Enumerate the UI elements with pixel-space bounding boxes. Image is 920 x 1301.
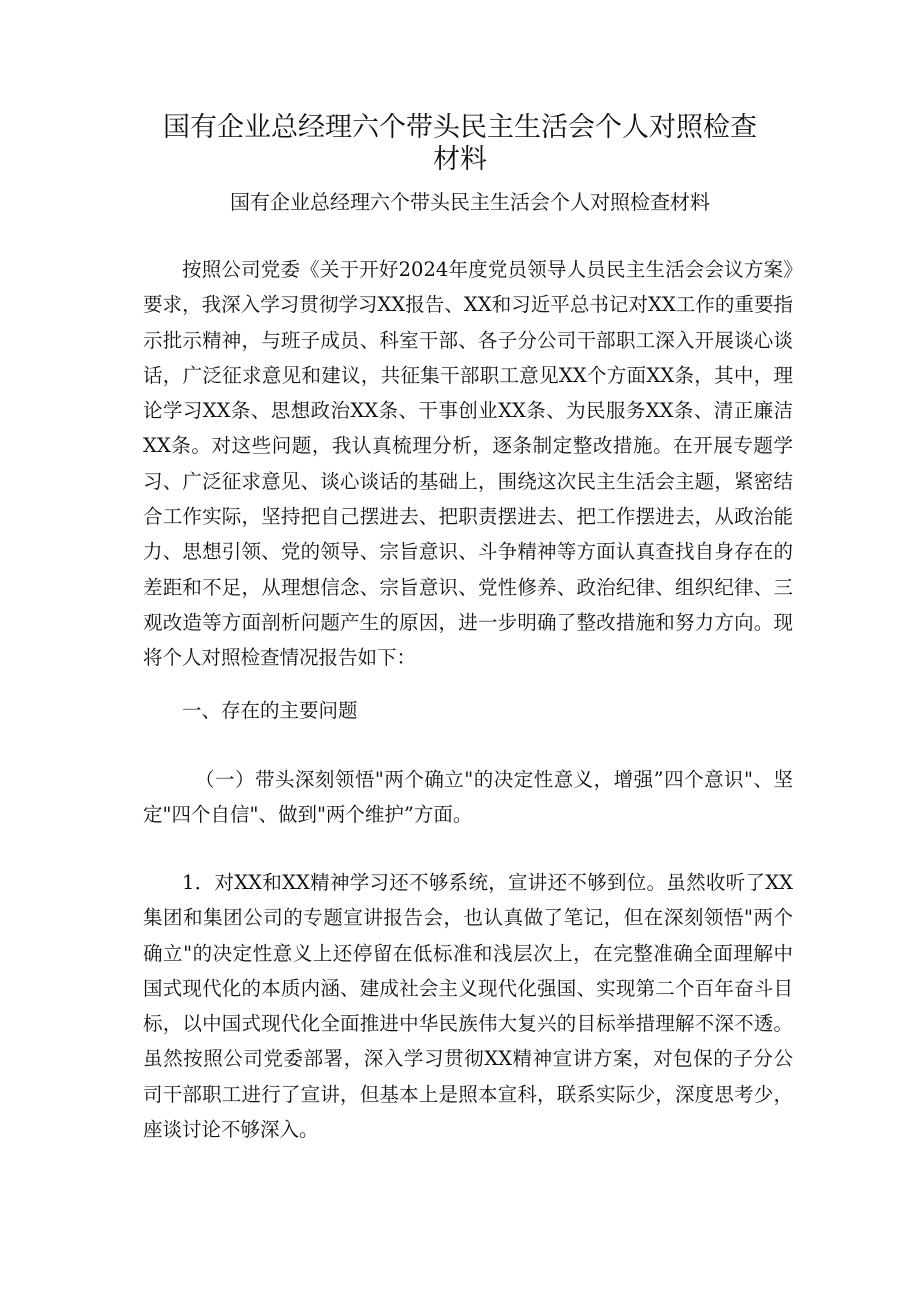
document-title: 国有企业总经理六个带头民主生活会个人对照检查材料 bbox=[163, 112, 757, 175]
subsection-heading: （一）带头深刻领悟"两个确立"的决定性意义，增强”四个意识"、坚定"四个自信"、做到"两个维护”方面。 bbox=[143, 768, 793, 827]
item-paragraph: 1．对XX和XX精神学习还不够系统，宣讲还不够到位。虽然收听了XX集团和集团公司的专题宣讲报告会，也认真做了笔记，但在深刻领悟"两个确立"的决定性意义上还停留在低标准和浅层次上，在完整准确全面理解中国式现代化的本质内涵、建成社会主义现代化强国、实现第二个百年奋斗目标，以中国式现代化全面推进中华民族伟大复兴的目标举措理解不深不透。虽然按照公司党委部署，深入学习贯彻XX精神宣讲方案，对包保的子分公司干部职工进行了宣讲，但基本上是照本宣科，联系实际少，深度思考少，座谈讨论不够深入。 bbox=[143, 871, 793, 1142]
document-subtitle: 国有企业总经理六个带头民主生活会个人对照检查材料 bbox=[230, 190, 710, 214]
section-heading: 一、存在的主要问题 bbox=[182, 699, 358, 722]
intro-paragraph: 按照公司党委《关于开好2024年度党员领导人员民主生活会会议方案》要求，我深入学习贯彻学习XX报告、XX和习近平总书记对XX工作的重要指示批示精神，与班子成员、科室干部、各子分公司干部职工深入开展谈心谈话，广泛征求意见和建议，共征集干部职工意见XX个方面XX条，其中，理论学习XX条、思想政治XX条、干事创业XX条、为民服务XX条、清正廉洁XX条。对这些问题，我认真梳理分析，逐条制定整改措施。在开展专题学习、广泛征求意见、谈心谈话的基础上，围绕这次民主生活会主题，紧密结合工作实际，坚持把自己摆进去、把职责摆进去、把工作摆进去，从政治能力、思想引领、党的领导、宗旨意识、斗争精神等方面认真查找自身存在的差距和不足，从理想信念、宗旨意识、党性修养、政治纪律、组织纪律、三观改造等方面剖析问题产生的原因，进一步明确了整改措施和努力方向。现将个人对照检查情况报告如下： bbox=[143, 258, 793, 670]
